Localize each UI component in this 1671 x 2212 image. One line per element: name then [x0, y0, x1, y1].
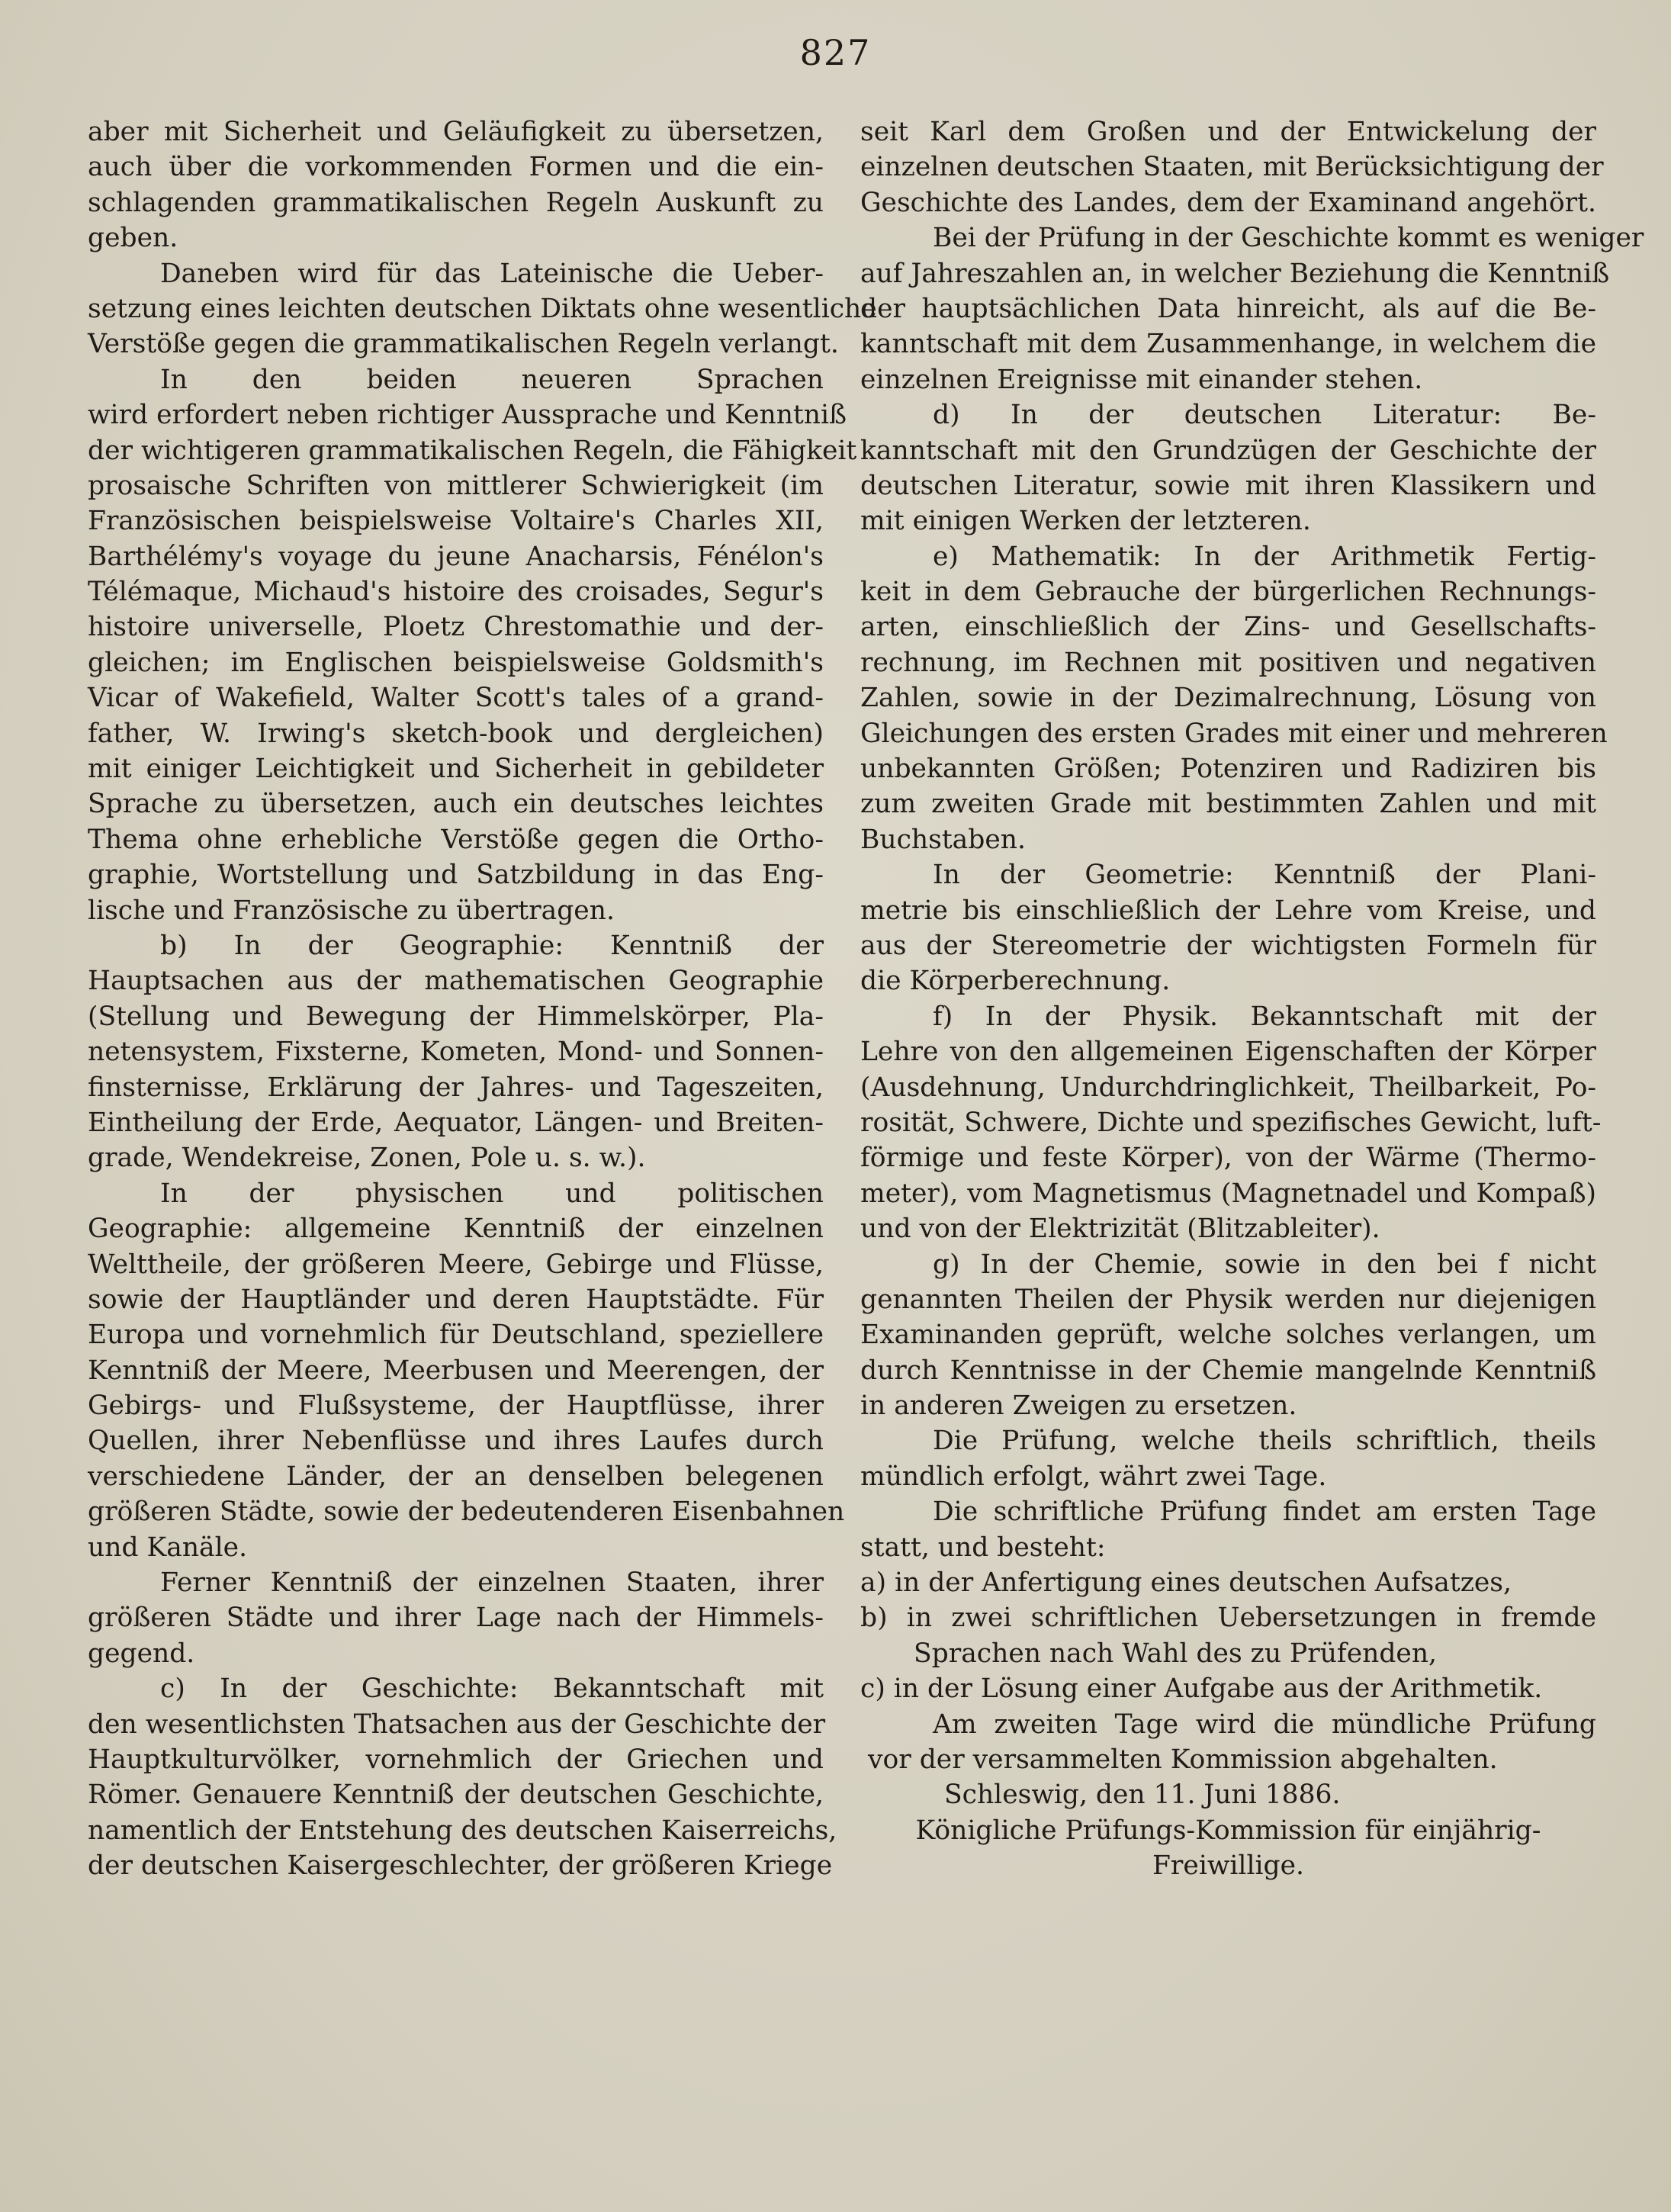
- text-line: prosaische Schriften von mittlerer Schwierigkeit (im: [88, 470, 824, 501]
- text-line: in anderen Zweigen zu ersetzen.: [860, 1391, 1297, 1422]
- text-line: auf Jahreszahlen an, in welcher Beziehung die Kenntniß: [860, 258, 1610, 289]
- text-line: Bei der Prüfung in der Geschichte kommt es weniger: [933, 223, 1644, 254]
- right-column: [860, 114, 1644, 2067]
- signature-line: Königliche Prüfungs-Kommission für einjährig-: [915, 1815, 1541, 1846]
- text-line: aber mit Sicherheit und Geläufigkeit zu übersetzen,: [88, 117, 824, 147]
- text-line: Verstöße gegen die grammatikalischen Regeln verlangt.: [88, 329, 839, 360]
- text-line: einzelnen Ereignisse mit einander stehen.: [860, 364, 1423, 395]
- list-item: b) in zwei schriftlichen Uebersetzungen in fremde: [860, 1603, 1596, 1634]
- text-line: lische und Französische zu übertragen.: [88, 895, 615, 926]
- text-line: kanntschaft mit dem Zusammenhange, in welchem die: [860, 329, 1596, 360]
- text-line: Daneben wird für das Lateinische die Ueber-: [160, 258, 824, 289]
- text-line: Welttheile, der größeren Meere, Gebirge und Flüsse,: [88, 1249, 824, 1280]
- text-line: statt, und besteht:: [860, 1532, 1106, 1563]
- text-line: aus der Stereometrie der wichtigsten Formeln für: [860, 930, 1596, 961]
- section-heading: In der Geometrie: Kenntniß der Plani-: [933, 860, 1596, 891]
- text-line: Am zweiten Tage wird die mündliche Prüfung: [933, 1709, 1596, 1740]
- text-line: Vicar of Wakefield, Walter Scott's tales of a grand-: [88, 683, 824, 714]
- text-line: förmige und feste Körper), von der Wärme (Thermo-: [860, 1143, 1596, 1174]
- section-heading: d) In der deutschen Literatur: Be-: [933, 400, 1596, 431]
- left-column: [88, 114, 877, 2067]
- text-line: Ferner Kenntniß der einzelnen Staaten, ihrer: [160, 1567, 824, 1599]
- text-line: mit einiger Leichtigkeit und Sicherheit in gebildeter: [88, 754, 824, 785]
- text-line: deutschen Literatur, sowie mit ihren Klassikern und: [860, 470, 1596, 501]
- text-line: auch über die vorkommenden Formen und die ein-: [88, 152, 824, 183]
- text-line: mündlich erfolgt, währt zwei Tage.: [860, 1461, 1327, 1492]
- text-line: Hauptkulturvölker, vornehmlich der Griechen und: [88, 1744, 824, 1775]
- text-line: netensystem, Fixsterne, Kometen, Mond- und Sonnen-: [88, 1037, 824, 1068]
- text-line: Eintheilung der Erde, Aequator, Längen- und Breiten-: [88, 1107, 824, 1138]
- text-line: die Körperberechnung.: [860, 966, 1171, 997]
- text-line: größeren Städte und ihrer Lage nach der Himmels-: [88, 1603, 824, 1634]
- text-line: kanntschaft mit den Grundzügen der Geschichte der: [860, 435, 1596, 466]
- list-item: c) in der Lösung einer Aufgabe aus der Arithmetik.: [860, 1673, 1543, 1705]
- list-item: a) in der Anfertigung eines deutschen Aufsatzes,: [860, 1567, 1512, 1599]
- text-line: metrie bis einschließlich der Lehre vom Kreise, und: [860, 895, 1596, 926]
- text-line: graphie, Wortstellung und Satzbildung in das Eng-: [88, 860, 824, 891]
- text-line: rosität, Schwere, Dichte und spezifisches Gewicht, luft-: [860, 1107, 1602, 1138]
- text-line: histoire universelle, Ploetz Chrestomathie und der-: [88, 612, 824, 643]
- text-line: vor der versammelten Kommission abgehalten.: [868, 1744, 1498, 1775]
- text-line: Buchstaben.: [860, 824, 1026, 855]
- text-line: father, W. Irwing's sketch-book und dergleichen): [88, 718, 824, 749]
- text-line: und Kanäle.: [88, 1532, 248, 1563]
- text-line: Quellen, ihrer Nebenflüsse und ihres Laufes durch: [88, 1426, 824, 1457]
- text-line: (Stellung und Bewegung der Himmelskörper, Pla-: [88, 1001, 824, 1032]
- text-line: seit Karl dem Großen und der Entwickelung der: [860, 117, 1596, 147]
- text-line: den wesentlichsten Thatsachen aus der Geschichte der: [88, 1709, 826, 1740]
- text-line: schlagenden grammatikalischen Regeln Auskunft zu: [88, 187, 824, 218]
- page-number: 827: [799, 32, 872, 73]
- section-heading: g) In der Chemie, sowie in den bei f nicht: [933, 1249, 1596, 1280]
- text-line: grade, Wendekreise, Zonen, Pole u. s. w.).: [88, 1143, 646, 1174]
- section-heading: c) In der Geschichte: Bekanntschaft mit: [160, 1673, 824, 1705]
- text-line: Barthélémy's voyage du jeune Anacharsis, Fénélon's: [88, 541, 824, 572]
- text-line: (Ausdehnung, Undurchdringlichkeit, Theilbarkeit, Po-: [860, 1072, 1596, 1103]
- text-line: der deutschen Kaisergeschlechter, der größeren Kriege: [88, 1850, 833, 1882]
- text-line: Examinanden geprüft, welche solches verlangen, um: [860, 1320, 1596, 1351]
- text-line: gleichen; im Englischen beispielsweise Goldsmith's: [88, 647, 824, 678]
- text-line: einzelnen deutschen Staaten, mit Berücksichtigung der: [860, 152, 1604, 183]
- text-line: größeren Städte, sowie der bedeutenderen Eisenbahnen: [88, 1497, 845, 1528]
- text-line: unbekannten Größen; Potenziren und Radiziren bis: [860, 754, 1596, 785]
- text-line: gegend.: [88, 1638, 195, 1669]
- text-line: Europa und vornehmlich für Deutschland, speziellere: [88, 1320, 824, 1351]
- section-heading: e) Mathematik: In der Arithmetik Fertig-: [933, 541, 1596, 572]
- list-item-continuation: Sprachen nach Wahl des zu Prüfenden,: [914, 1638, 1438, 1669]
- section-heading: b) In der Geographie: Kenntniß der: [160, 930, 824, 961]
- text-line: sowie der Hauptländer und deren Hauptstädte. Für: [88, 1284, 824, 1315]
- text-line: meter), vom Magnetismus (Magnetnadel und Kompaß): [860, 1178, 1596, 1209]
- text-line: und von der Elektrizität (Blitzableiter).: [860, 1214, 1380, 1245]
- section-heading: In den beiden neueren Sprachen: [160, 364, 824, 395]
- text-line: Hauptsachen aus der mathematischen Geographie: [88, 966, 824, 997]
- text-line: der wichtigeren grammatikalischen Regeln, die Fähigkeit: [88, 435, 857, 466]
- signature-line: Freiwillige.: [1152, 1850, 1304, 1882]
- text-line: der hauptsächlichen Data hinreicht, als auf die Be-: [860, 293, 1596, 324]
- text-line: finsternisse, Erklärung der Jahres- und Tageszeiten,: [88, 1072, 824, 1103]
- text-line: zum zweiten Grade mit bestimmten Zahlen und mit: [860, 789, 1596, 820]
- text-line: rechnung, im Rechnen mit positiven und negativen: [860, 647, 1596, 678]
- text-line: mit einigen Werken der letzteren.: [860, 506, 1311, 537]
- text-line: Französischen beispielsweise Voltaire's Charles XII,: [88, 506, 824, 537]
- section-heading: In der physischen und politischen: [160, 1178, 824, 1209]
- date-line: Schleswig, den 11. Juni 1886.: [944, 1780, 1341, 1811]
- text-line: Die schriftliche Prüfung findet am ersten Tage: [933, 1497, 1596, 1528]
- text-line: verschiedene Länder, der an denselben belegenen: [88, 1461, 824, 1492]
- text-line: Télémaque, Michaud's histoire des croisades, Segur's: [88, 577, 824, 608]
- text-line: Sprache zu übersetzen, auch ein deutsches leichtes: [88, 789, 824, 820]
- section-heading: f) In der Physik. Bekanntschaft mit der: [933, 1001, 1596, 1032]
- text-line: Thema ohne erhebliche Verstöße gegen die Ortho-: [88, 824, 824, 855]
- text-line: Lehre von den allgemeinen Eigenschaften der Körper: [860, 1037, 1596, 1068]
- text-line: Geschichte des Landes, dem der Examinand angehört.: [860, 187, 1596, 218]
- text-line: durch Kenntnisse in der Chemie mangelnde Kenntniß: [860, 1355, 1596, 1386]
- text-line: Römer. Genauere Kenntniß der deutschen Geschichte,: [88, 1780, 824, 1811]
- text-line: namentlich der Entstehung des deutschen Kaiserreichs,: [88, 1815, 837, 1846]
- text-line: Die Prüfung, welche theils schriftlich, theils: [933, 1426, 1596, 1457]
- text-line: setzung eines leichten deutschen Diktats ohne wesentliche: [88, 293, 877, 324]
- text-line: Kenntniß der Meere, Meerbusen und Meerengen, der: [88, 1355, 824, 1386]
- text-line: Geographie: allgemeine Kenntniß der einzelnen: [88, 1214, 824, 1245]
- text-line: Zahlen, sowie in der Dezimalrechnung, Lösung von: [860, 683, 1596, 714]
- text-line: geben.: [88, 223, 178, 254]
- text-line: arten, einschließlich der Zins- und Gesellschafts-: [860, 612, 1596, 643]
- text-line: keit in dem Gebrauche der bürgerlichen Rechnungs-: [860, 577, 1596, 608]
- text-line: Gleichungen des ersten Grades mit einer und mehreren: [860, 718, 1608, 749]
- text-line: Gebirgs- und Flußsysteme, der Hauptflüsse, ihrer: [88, 1391, 824, 1422]
- text-line: wird erfordert neben richtiger Aussprache und Kenntniß: [88, 400, 847, 431]
- text-line: genannten Theilen der Physik werden nur diejenigen: [860, 1284, 1596, 1315]
